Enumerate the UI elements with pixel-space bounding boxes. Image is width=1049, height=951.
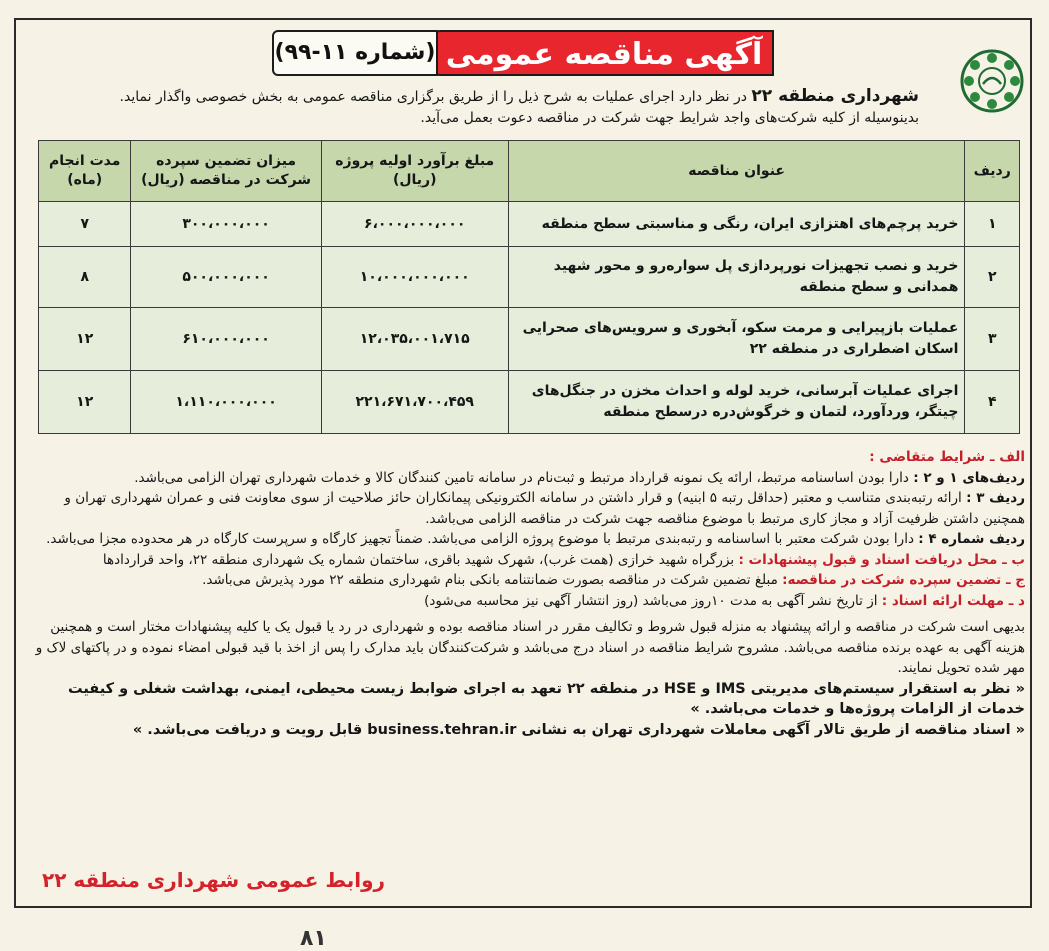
cell-estimate: ۱۲،۰۳۵،۰۰۱،۷۱۵ [321,308,508,371]
cell-estimate: ۲۲۱،۶۷۱،۷۰۰،۴۵۹ [321,371,508,434]
cell-num: ۱ [965,202,1020,247]
col-header-row: ردیف [965,141,1020,202]
cell-title: خرید پرچم‌های اهتزازی ایران، رنگی و مناسبتی سطح منطقه [508,202,965,247]
cell-guarantee: ۳۰۰،۰۰۰،۰۰۰ [131,202,321,247]
website-note: « اسناد مناقصه از طریق تالار آگهی معاملات شهرداری تهران به نشانی business.tehran.ir قابل رویت و دریافت می‌باشد. » [132,721,1025,738]
col-header-guarantee: میزان تضمین سپرده شرکت در مناقصه (ریال) [131,141,321,202]
cell-title: خرید و نصب تجهیزات نورپردازی پل سواره‌رو و محور شهید همدانی و سطح منطقه [508,247,965,308]
col-header-title: عنوان مناقصه [508,141,965,202]
table-row [39,308,1020,371]
table-header-row [39,141,1020,202]
hse-note: « نظر به استقرار سیستم‌های مدیریتی IMS و HSE در منطقه ۲۲ تعهد به اجرای ضوابط زیست محیطی، ایمنی، بهداشت شغلی و کیفیت خدمات از الزامات پروژه‌ها و خدمات می‌باشد. » [68,680,1025,717]
condition-label: ردیف‌های ۱ و ۲ : [913,469,1025,486]
condition-label: ردیف شماره ۴ : [918,531,1025,547]
condition-row-4 [25,529,1025,550]
cell-num: ۲ [965,247,1020,308]
condition-text: ارائه رتبه‌بندی متناسب و معتبر (حداقل رتبه ۵ ابنیه) و قرار داشتن در سامانه الکترونیکی پیمانکاران حائز صلاحیت از سوی معاونت فنی و عمران شهرداری تهران و همچنین داشتن ظرفیت آزاد و مجاز کاری مرتبط با موضوع مناقصه جهت شرکت در مناقصه الزامی می‌باشد. [64,490,1025,527]
condition-rows-1-2 [25,468,1025,489]
public-relations-signature: روابط عمومی شهرداری منطقه ۲۲ [42,868,386,892]
intro-line2: بدینوسیله از کلیه شرکت‌های واجد شرایط جهت شرکت در مناقصه دعوت بعمل می‌آید. [420,110,919,126]
page-number: ۸۱ [300,926,327,951]
location-section [25,550,1025,571]
condition-label: ردیف ۳ : [966,490,1025,506]
table-row [39,371,1020,434]
intro-text [24,86,919,129]
intro-org: شهرداری منطقه ۲۲ [751,86,919,106]
deadline-heading: د ـ مهلت ارائه اسناد : [881,592,1025,609]
table-row [39,202,1020,247]
cell-num: ۴ [965,371,1020,434]
condition-row-3 [25,488,1025,529]
title-main: آگهی مناقصه عمومی [434,30,774,76]
ad-body [25,447,1025,740]
location-text: بزرگراه شهید خرازی (همت غرب)، شهرک شهید باقری، ساختمان شماره یک شهرداری منطقه ۲۲، واحد قراردادها [102,551,739,568]
cell-guarantee: ۶۱۰،۰۰۰،۰۰۰ [131,308,321,371]
cell-num: ۳ [965,308,1020,371]
conditions-heading: الف ـ شرایط متقاضی : [869,449,1025,465]
intro-line1: در نظر دارد اجرای عملیات به شرح ذیل را از طریق برگزاری مناقصه عمومی به بخش خصوصی واگذار نماید. [119,89,752,105]
deadline-text: از تاریخ نشر آگهی به مدت ۱۰روز می‌باشد (روز انتشار آگهی نیز محاسبه می‌شود) [424,592,882,609]
municipality-logo [959,48,1025,114]
cell-title: اجرای عملیات آبرسانی، خرید لوله و احداث مخزن در جنگل‌های چیتگر، وردآورد، لتمان و خرگوش‌دره درسطح منطقه [508,371,965,434]
cell-guarantee: ۵۰۰،۰۰۰،۰۰۰ [131,247,321,308]
col-header-duration: مدت انجام (ماه) [39,141,131,202]
cell-guarantee: ۱،۱۱۰،۰۰۰،۰۰۰ [131,371,321,434]
cell-estimate: ۱۰،۰۰۰،۰۰۰،۰۰۰ [321,247,508,308]
location-heading: ب ـ محل دریافت اسناد و قبول پیشنهادات : [738,551,1025,568]
cell-title: عملیات بازپیرایی و مرمت سکو، آبخوری و سرویس‌های صحرایی اسکان اضطراری در منطقه ۲۲ [508,308,965,371]
col-header-estimate: مبلغ برآورد اولیه پروژه (ریال) [321,141,508,202]
condition-text: دارا بودن شرکت معتبر با اساسنامه و رتبه‌بندی مرتبط با موضوع پروژه الزامی می‌باشد. ضمناً تجهیز کارگاه و سرپرست کارگاه در هر محدوده مجزا می‌باشد. [46,531,919,547]
condition-text: دارا بودن اساسنامه مرتبط، ارائه یک نمونه قرارداد مرتبط و ثبت‌نام در سامانه تامین کنندگان کالا و خدمات شهرداری تهران الزامی می‌باشد. [134,469,914,486]
ad-title [272,30,774,76]
cell-duration: ۱۲ [39,308,131,371]
guarantee-heading: ج ـ تضمین سپرده شرکت در مناقصه: [782,572,1025,588]
cell-duration: ۸ [39,247,131,308]
table-row [39,247,1020,308]
guarantee-section [25,570,1025,591]
guarantee-text: مبلغ تضمین شرکت در مناقصه بصورت ضمانتنامه بانکی بنام شهرداری منطقه ۲۲ مورد پذیرش می‌باشد. [202,572,783,588]
deadline-section [25,591,1025,612]
tender-table [38,140,1020,434]
general-note: بدیهی است شرکت در مناقصه و ارائه پیشنهاد به منزله قبول شروط و تکالیف مقرر در اسناد مناقصه بوده و شهرداری در رد یا قبول یک یا کلیه پیشنهادات مختار است و همچنین هزینه آگهی به عهده برنده مناقصه می‌باشد. مشروح شرایط مناقصه در اسناد درج می‌باشد و شرکت‌کنندگان باید مدارک را پس از اخذ با قید قبولی امضاء نموده و در پاکتهای لاک و مهر شده تحویل نمایند. [35,619,1025,676]
cell-duration: ۱۲ [39,371,131,434]
title-number: (شماره ۱۱-۹۹) [272,30,438,76]
cell-duration: ۷ [39,202,131,247]
cell-estimate: ۶،۰۰۰،۰۰۰،۰۰۰ [321,202,508,247]
